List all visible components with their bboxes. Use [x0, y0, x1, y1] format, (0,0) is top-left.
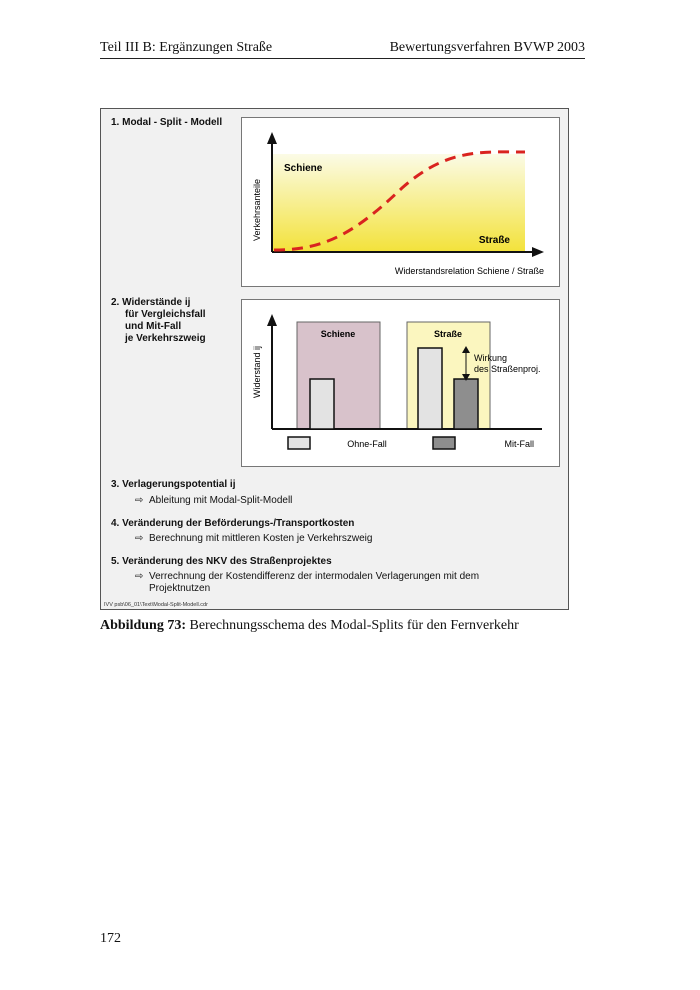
- y-axis-label: Verkehrsanteile: [252, 178, 262, 242]
- legend-label-mit: Mit-Fall: [504, 439, 534, 449]
- bar-strasse-ohne: [418, 348, 442, 429]
- step-2-line-3: und Mit-Fall: [125, 321, 182, 332]
- arrow-icon: ⇨: [135, 571, 144, 582]
- y-axis-arrowhead: [267, 132, 277, 144]
- group-label-schiene: Schiene: [320, 329, 356, 339]
- running-header-left: Teil III B: Ergänzungen Straße: [100, 40, 273, 55]
- step-2-line-1: 2. Widerstände ij: [111, 297, 191, 308]
- y-axis-label: Widerstand ij: [252, 345, 262, 399]
- resistance-diagram: [242, 300, 559, 466]
- page-number: 172: [100, 931, 121, 946]
- figure-caption: [100, 618, 519, 634]
- arrow-icon: ⇨: [135, 533, 144, 544]
- file-credit: IVV psb\06_01\Text\Modal-Split-Modell.cdr: [104, 602, 208, 608]
- step-3-sub: [135, 495, 292, 507]
- step-1-title: 1. Modal - Split - Modell: [111, 117, 223, 128]
- x-axis-arrowhead: [532, 247, 544, 257]
- step-2-line-2: für Vergleichsfall: [125, 309, 206, 320]
- step-5-sub-line-2: Projektnutzen: [149, 583, 211, 594]
- caption-text: Berechnungsschema des Modal-Splits für den Fernverkehr: [185, 618, 519, 633]
- step-2-title: [111, 297, 206, 345]
- figure-box: [100, 108, 569, 610]
- modal-split-diagram: [242, 118, 559, 286]
- step-2-line-4: je Verkehrszweig: [125, 333, 206, 344]
- arrow-icon: ⇨: [135, 495, 144, 506]
- bar-strasse-mit: [454, 379, 478, 429]
- annotation-line-2: des Straßenproj.: [474, 364, 541, 374]
- bar-schiene-ohne: [310, 379, 334, 429]
- step-3-sub-text: Ableitung mit Modal-Split-Modell: [149, 495, 293, 506]
- step-5-sub-line-1: Verrechnung der Kostendifferenz der intermodalen Verlagerungen mit dem: [149, 571, 480, 582]
- y-axis-arrowhead: [267, 314, 277, 326]
- label-strasse: Straße: [478, 235, 510, 246]
- label-schiene: Schiene: [284, 163, 323, 174]
- x-axis-label: Widerstandsrelation Schiene / Straße: [394, 266, 544, 276]
- legend-label-ohne: Ohne-Fall: [347, 439, 387, 449]
- step-4-sub-text: Berechnung mit mittleren Kosten je Verkehrszweig: [149, 533, 373, 544]
- resistance-panel: [241, 299, 560, 467]
- running-header-right: Bewertungsverfahren BVWP 2003: [389, 40, 585, 55]
- step-5-sub: [135, 571, 479, 595]
- step-4-title: 4. Veränderung der Beförderungs-/Transportkosten: [111, 518, 355, 529]
- caption-label: Abbildung 73:: [100, 618, 186, 633]
- header-rule: [100, 58, 585, 59]
- annotation-line-1: Wirkung: [474, 353, 508, 363]
- legend-swatch-ohne: [288, 437, 310, 449]
- legend-swatch-mit: [433, 437, 455, 449]
- group-label-strasse: Straße: [433, 329, 463, 339]
- step-5-title: 5. Veränderung des NKV des Straßenprojektes: [111, 556, 332, 567]
- step-3-title: 3. Verlagerungspotential ij: [111, 479, 236, 490]
- step-4-sub: [135, 533, 372, 545]
- modal-split-panel: [241, 117, 560, 287]
